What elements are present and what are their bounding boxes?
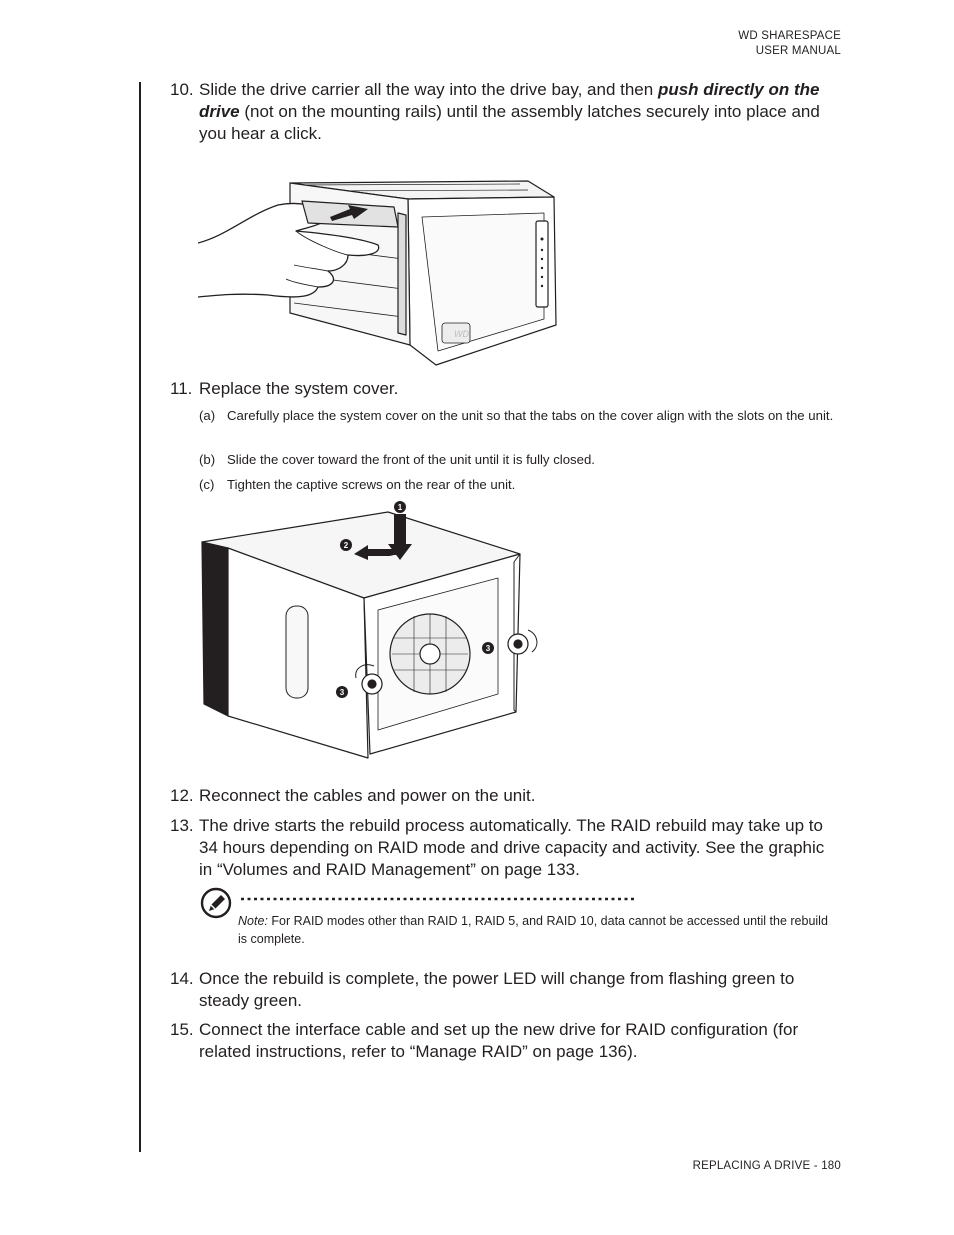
step-text-emphasis: push directly on the drive [199,80,820,121]
wd-logo: WD [454,329,469,339]
step-number: 15. [170,1020,194,1039]
insert-drive-illustration [198,175,560,367]
step-text: Replace the system cover. [199,379,399,398]
step-number: 13. [170,816,194,835]
callout-3-left: 3 [339,688,345,697]
substep-text: Slide the cover toward the front of the unit until it is fully closed. [227,452,595,467]
substep-text: Carefully place the system cover on the unit so that the tabs on the cover align with the slots on the unit. [227,408,834,423]
note-pencil-icon [200,887,232,919]
step-text: Connect the interface cable and set up the new drive for RAID configuration (for related instructions, refer to “Manage RAID” on page 136). [199,1020,799,1061]
step-number: 14. [170,969,194,988]
step-text: Once the rebuild is complete, the power LED will change from flashing green to steady green. [199,969,795,1010]
substep-b [199,451,844,469]
note-body: For RAID modes other than RAID 1, RAID 5, and RAID 10, data cannot be accessed until the rebuild is complete. [238,914,828,946]
step-14 [170,968,840,1012]
step-13 [170,815,840,881]
step-text-post: (not on the mounting rails) until the assembly latches securely into place and you hear a click. [199,102,820,143]
callout-2: 2 [343,541,349,550]
substep-c [199,476,844,494]
running-header [738,29,841,59]
note-dotted-divider [240,897,636,901]
step-text: Reconnect the cables and power on the unit. [199,786,536,805]
step-number: 11. [170,379,193,398]
step-number: 12. [170,786,194,805]
substep-letter: (b) [199,452,216,467]
callout-1: 1 [397,503,403,512]
header-doc-title: USER MANUAL [755,45,841,57]
step-12 [170,785,840,807]
substep-a [199,407,844,425]
left-margin-rule [139,82,141,1152]
step-text-pre: Slide the drive carrier all the way into the drive bay, and then [199,80,658,99]
step-text: The drive starts the rebuild process automatically. The RAID rebuild may take up to 34 hours depending on RAID mode and drive capacity and activity. See the graphic in “Volumes and RAID Management” on page 133. [199,816,825,879]
substep-letter: (a) [199,408,216,423]
substep-text: Tighten the captive screws on the rear of the unit. [227,477,516,492]
step-text [199,79,840,145]
callout-3-right: 3 [485,644,491,653]
step-11 [170,378,840,400]
page-footer: REPLACING A DRIVE - 180 [692,1160,841,1172]
step-15 [170,1019,840,1063]
header-product: WD SHARESPACE [738,30,841,42]
step-10 [170,79,840,145]
substep-letter: (c) [199,477,215,492]
note-label: Note: [238,914,268,928]
note-text [238,913,838,948]
step-number: 10. [170,80,194,99]
replace-cover-illustration [198,498,548,766]
